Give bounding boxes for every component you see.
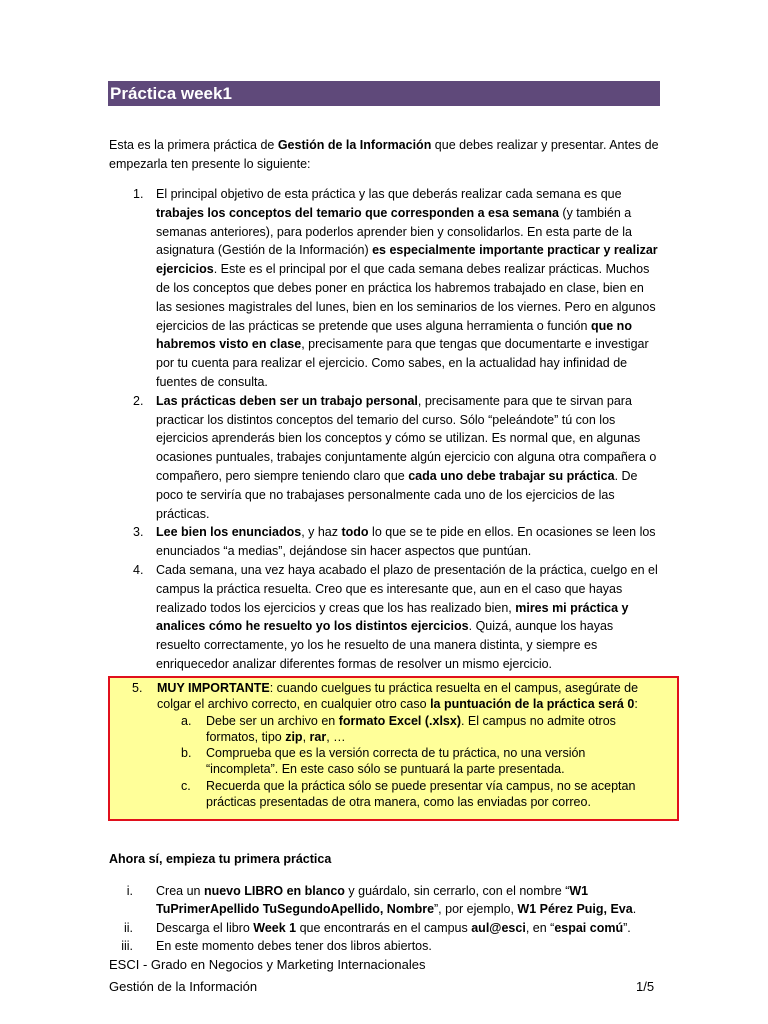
item-bold: es especialmente importante practicar y realizar ejercicios	[156, 243, 658, 277]
list-number: 1.	[133, 187, 144, 201]
list-item	[109, 882, 661, 919]
intro-text: que debes realizar y presentar. Antes de empezarla ten presente lo siguiente:	[109, 138, 659, 171]
item-text: , …	[326, 729, 346, 744]
item-bold: formato Excel (.xlsx)	[338, 713, 461, 728]
item-bold: nuevo LIBRO en blanco	[203, 884, 345, 898]
item-bold: mires mi práctica y analices cómo he resuelto yo los distintos ejercicios	[156, 600, 629, 634]
item-bold: trabajes los conceptos del temario que corresponden a esa semana	[156, 205, 559, 220]
item-text: Comprueba que es la versión correcta de tu práctica, no una versión “incompleta”. En este caso sólo se puntuará la parte presentada.	[206, 746, 586, 777]
list-number: i.	[126, 884, 133, 898]
item-text: (y también a semanas anteriores), para poderlos aprender bien y consolidarlos. En esta parte de la asignatura (Gestión de la Información)	[156, 205, 632, 258]
item-text: . Quizá, aunque los hayas resuelto correctamente, yo los he resuelto de una manera distinta, y siempre es enriquecedor analizar diferentes formas de resolver un mismo ejercicio.	[156, 619, 614, 671]
item-bold: que no habremos visto en clase	[156, 318, 632, 352]
item-text: lo que se te pide en ellos. En ocasiones se leen los enunciados “a medias”, dejándose sin hacer aspectos que puntúan.	[156, 525, 656, 559]
item-text: . Este es el principal por el que cada semana debes realizar prácticas. Muchos de los conceptos que debes poner en práctica los habremos trabajado en clase, bien en las sesiones magistrales del lunes, bien en los seminarios de los viernes. Pero en algunos ejercicios de las prácticas se pretende que uses alguna herramienta o función	[156, 262, 656, 333]
list-item	[109, 185, 661, 392]
item-bold: W1 Pérez Puig, Eva	[517, 902, 633, 917]
item-bold: espai comú	[554, 920, 624, 935]
item-text: :	[634, 697, 638, 712]
footer-program: ESCI - Grado en Negocios y Marketing Internacionales	[109, 957, 426, 972]
item-text: , precisamente para que tengas que documentarte e investigar por tu cuenta para realizar el ejercicio. Como sabes, en la actualidad hay infinidad de fuentes de consulta.	[156, 337, 649, 389]
item-text: .	[632, 902, 637, 917]
list-item	[109, 937, 661, 955]
intro-text: Esta es la primera práctica de	[109, 138, 278, 152]
item-text: Crea un	[156, 884, 204, 898]
sublist-item	[157, 713, 652, 746]
item-text: ,	[302, 729, 310, 744]
item-bold: MUY IMPORTANTE	[157, 681, 270, 695]
item-text: El principal objetivo de esta práctica y las que deberás realizar cada semana es que	[156, 187, 622, 201]
list-item	[109, 392, 661, 524]
item-text: , y haz	[301, 525, 342, 540]
list-number: ii.	[123, 920, 133, 935]
item-bold: W1 TuPrimerApellido TuSegundoApellido, Nombre	[156, 884, 589, 917]
item-text: Cada semana, una vez haya acabado el plazo de presentación de la práctica, cuelgo en el campus la práctica resuelta. Creo que es interesante que, aun en el caso que hayas realizado todos los ejercicios y creas que los has realizado bien,	[156, 562, 658, 615]
list-number: 3.	[133, 525, 144, 540]
item-bold: la puntuación de la práctica será 0	[430, 697, 635, 712]
list-item	[109, 523, 661, 561]
list-item	[109, 561, 661, 674]
steps-list	[109, 882, 661, 955]
item-bold: Week 1	[253, 920, 297, 935]
list-number: 5.	[132, 681, 143, 695]
intro-bold: Gestión de la Información	[277, 138, 432, 152]
list-number: 2.	[133, 393, 144, 408]
item-text: : cuando cuelgues tu práctica resuelta en el campus, asegúrate de colgar el archivo correcto, en cualquier otro caso	[157, 681, 639, 712]
item-bold: cada uno debe trabajar su práctica	[408, 468, 615, 483]
sublist-letter: b.	[181, 746, 192, 761]
section-heading: Ahora sí, empieza tu primera práctica	[109, 852, 332, 866]
item-bold: aul@esci	[471, 920, 526, 935]
item-text: . El campus no admite otros formatos, tipo	[206, 713, 616, 744]
page-title: Práctica week1	[108, 81, 660, 106]
sublist-item	[157, 745, 652, 778]
instructions-list	[109, 185, 661, 674]
item-text: , en “	[525, 920, 555, 935]
important-notice-content	[132, 680, 652, 810]
requirements-sublist	[157, 713, 652, 811]
item-bold: Lee bien los enunciados	[156, 525, 302, 540]
page-number: 1/5	[636, 979, 655, 994]
list-number: 4.	[133, 562, 144, 577]
item-bold: Las prácticas deben ser un trabajo personal	[156, 393, 418, 408]
footer-course: Gestión de la Información	[109, 979, 258, 994]
list-number: iii.	[121, 938, 133, 953]
sublist-letter: a.	[181, 713, 192, 728]
item-text: y guárdalo, sin cerrarlo, con el nombre “	[344, 884, 570, 898]
sublist-item	[157, 778, 652, 811]
item-text: Debe ser un archivo en	[206, 713, 339, 728]
item-text: . De poco te serviría que no trabajases personalmente cada uno de los ejercicios de las prácticas.	[156, 468, 638, 521]
item-text: ”, por ejemplo,	[434, 902, 518, 917]
item-text: , precisamente para que te sirvan para practicar los distintos conceptos del temario del curso. Sólo “peleándote” tú con los ejercicios aprenderás bien los conceptos y cómo se utilizan. Es normal que, en algunas ocasiones puntuales, trabajes conjuntamente algún ejercicio con alguna otra compañera o compañero, pero siempre teniendo claro que	[156, 393, 657, 483]
item-bold: zip	[285, 729, 303, 744]
item-text: En este momento debes tener dos libros abiertos.	[156, 938, 432, 953]
intro-paragraph	[109, 136, 661, 174]
item-text: ”.	[623, 920, 631, 935]
important-notice-box	[108, 676, 679, 821]
sublist-letter: c.	[181, 778, 191, 793]
item-bold: todo	[341, 525, 369, 540]
list-item	[132, 680, 652, 810]
list-item	[109, 919, 661, 937]
item-text: Descarga el libro	[156, 920, 254, 935]
item-text: que encontrarás en el campus	[296, 920, 472, 935]
item-text: Recuerda que la práctica sólo se puede presentar vía campus, no se aceptan prácticas presentadas de otra manera, como las enviadas por correo.	[206, 778, 636, 810]
item-bold: rar	[309, 729, 327, 744]
